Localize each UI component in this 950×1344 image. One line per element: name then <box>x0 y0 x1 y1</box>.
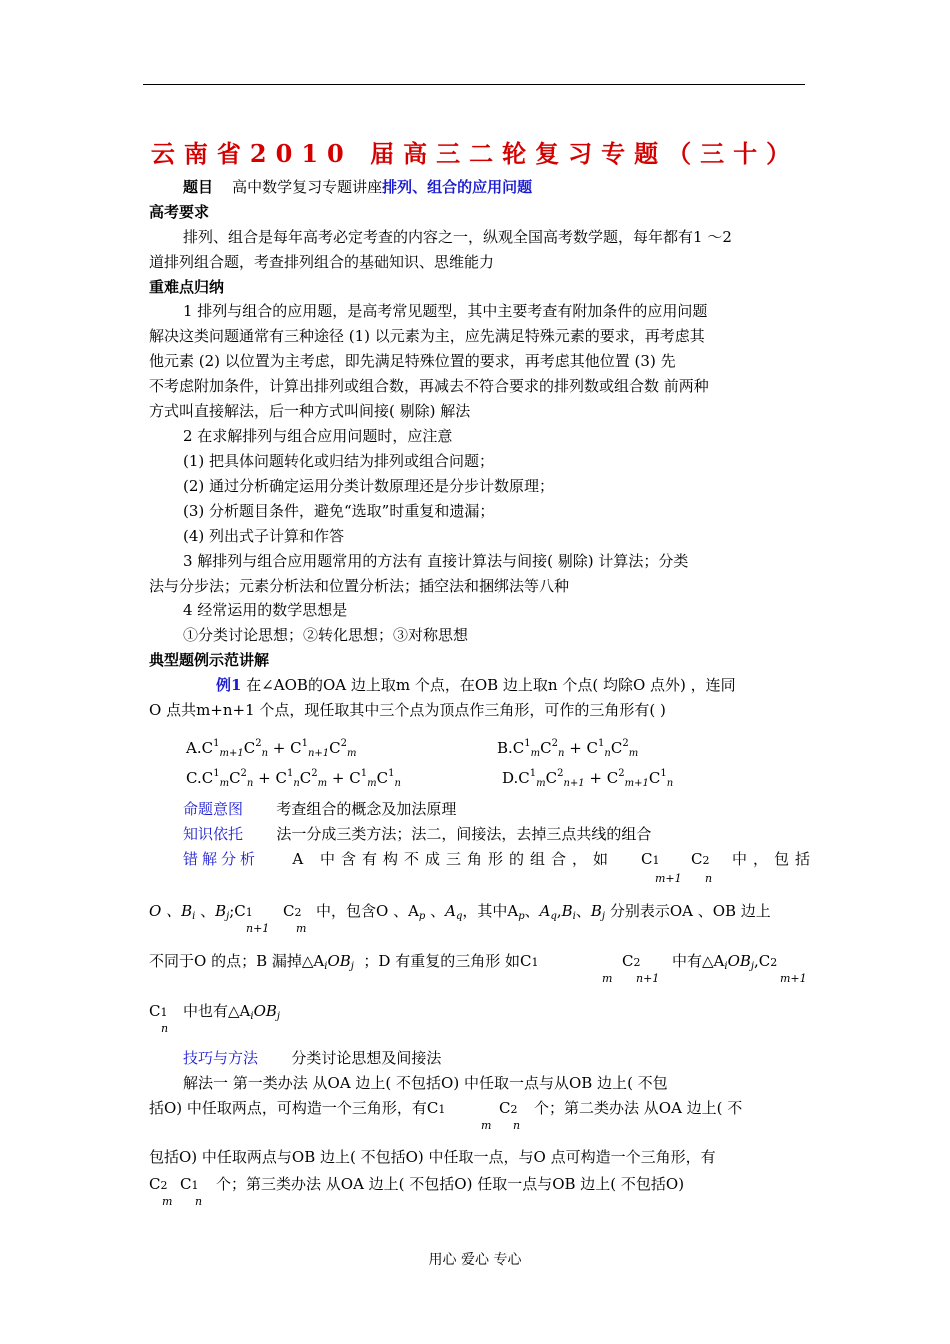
error-line2-rest: 中，包含O 、$A_p$ 、$A_q$，其中$A_p$、$A_q,B_i$、$B_j$ 分别表示OA 、OB 边上 <box>316 902 771 922</box>
solution-line2: 括O) 中任取两点，可构造一个三角形，有C1 <box>149 1099 446 1117</box>
header-rule <box>143 84 805 85</box>
text: 不同于O 的点；B 漏掉△A <box>149 952 325 970</box>
error-line2: O 、$B_i$ 、$B_j;C1$ <box>149 902 253 922</box>
combo: C2 <box>283 902 302 920</box>
section-heading-examples: 典型题例示范讲解 <box>149 651 270 669</box>
skill-label: 技巧与方法 <box>183 1049 259 1067</box>
topic-label: 题目 <box>183 178 214 196</box>
subscript: n+1 <box>636 972 660 985</box>
paragraph: 道排列组合题，考查排列组合的基础知识、思维能力 <box>149 253 495 271</box>
basis-line <box>183 823 843 845</box>
paragraph: 法与分步法；元素分析法和位置分析法；插空法和捆绑法等八种 <box>149 577 570 595</box>
option-letter: C. <box>186 769 202 787</box>
solution-line4-rest: 个；第三类办法 从OA 边上( 不包括O) 任取一点与OB 边上( 不包括O) <box>216 1175 685 1193</box>
subscript: m <box>162 1195 173 1208</box>
option-a: $A.C^1_{m+1}C^2_n + C^1_{n+1}C^2_m$ <box>186 738 357 759</box>
solution-line3: 包括O) 中任取两点与OB 边上( 不包括O) 中任取一点，与O 点可构造一个三角形，有 <box>149 1148 716 1166</box>
option-letter: B. <box>497 739 513 757</box>
error-line3: 不同于O 的点；B 漏掉$\triangle A_iOB_j$ ；D 有重复的三角形 如C1 <box>149 952 539 972</box>
paragraph: 排列、组合是每年高考必定考查的内容之一，纵观全国高考数学题，每年都有1 ～2 <box>183 228 732 246</box>
paragraph: 不考虑附加条件，计算出排列或组合数，再减去不符合要求的排列数或组合数 前两种 <box>149 377 709 395</box>
list-item: (4) 列出式子计算和作答 <box>183 527 345 545</box>
error-line3-rest: 中有$\triangle A_iOB_j,C2$ <box>672 952 778 972</box>
subscript: n <box>161 1022 169 1035</box>
subscript: m <box>602 972 613 985</box>
text: 中，包含O 、A <box>316 902 419 920</box>
error-line4: 中也有$\triangle A_iOB_j$ <box>183 1002 281 1022</box>
paragraph: 2 在求解排列与组合应用问题时，应注意 <box>183 427 453 445</box>
subscript: m+1 <box>780 972 807 985</box>
error-label: 错解分析 <box>183 850 260 868</box>
paragraph: 3 解排列与组合应用题常用的方法有 直接计算法与间接( 剔除) 计算法；分类 <box>183 552 689 570</box>
topic-highlight: 排列、组合的应用问题 <box>382 178 533 196</box>
text: 分别表示OA 、OB 边上 <box>609 902 771 920</box>
list-item: (2) 通过分析确定运用分类计数原理还是分步计数原理； <box>183 477 555 495</box>
subscript: n <box>705 872 713 885</box>
subscript: n <box>513 1119 521 1132</box>
paragraph: 他元素 (2) 以位置为主考虑，即先满足特殊位置的要求，再考虑其他位置 (3) 先 <box>149 352 676 370</box>
solution-line2-rest: 个；第二类办法 从OA 边上( 不 <box>534 1099 743 1117</box>
subscript: m+1 <box>655 872 682 885</box>
intent-label: 命题意图 <box>183 800 244 818</box>
subscript: n <box>195 1195 203 1208</box>
subscript: m <box>296 922 307 935</box>
option-letter: D. <box>502 769 519 787</box>
error-text-end: 中，包括 <box>732 850 817 868</box>
solution-line1: 解法一 第一类办法 从OA 边上( 不包括O) 中任取一点与从OB 边上( 不包 <box>183 1074 668 1092</box>
paragraph: 方式叫直接解法，后一种方式叫间接( 剔除) 解法 <box>149 402 471 420</box>
paragraph: 4 经常运用的数学思想是 <box>183 601 348 619</box>
text: 中有△A <box>672 952 725 970</box>
combo: C2 <box>622 952 641 970</box>
paragraph: 1 排列与组合的应用题，是高考常见题型，其中主要考查有附加条件的应用问题 <box>183 302 708 320</box>
text: O 、B <box>149 902 193 920</box>
list-item: (1) 把具体问题转化或归结为排列或组合问题； <box>183 452 495 470</box>
list-item: (3) 分析题目条件，避免“选取”时重复和遗漏； <box>183 502 495 520</box>
topic-line <box>183 176 843 198</box>
text: ，其中A <box>462 902 519 920</box>
option-b: $B.C^1_mC^2_n + C^1_nC^2_m$ <box>497 738 639 759</box>
text: 中也有△A <box>183 1002 251 1020</box>
example-1-line1 <box>216 674 876 696</box>
section-heading-key: 重难点归纳 <box>149 278 225 296</box>
example-text: 在∠AOB的OA 边上取m 个点，在OB 边上取n 个点( 均除O 点外) ，连同 <box>246 676 736 694</box>
subscript: n+1 <box>246 922 270 935</box>
text: ；D 有重复的三角形 如C <box>363 952 532 970</box>
basis-label: 知识依托 <box>183 825 244 843</box>
paragraph: 解决这类问题通常有三种途径 (1) 以元素为主，应先满足特殊元素的要求，再考虑其 <box>149 327 705 345</box>
text: 括O) 中任取两点，可构造一个三角形，有C <box>149 1099 439 1117</box>
combo: C2 <box>499 1099 518 1117</box>
combo-c-m1: C1 <box>641 850 660 868</box>
combo: C1 <box>149 1002 168 1020</box>
example-1-line2: O 点共m+n+1 个点，现任取其中三个点为顶点作三角形，可作的三角形有( ) <box>149 701 666 719</box>
subscript: m <box>481 1119 492 1132</box>
option-c: $C.C^1_mC^2_n + C^1_nC^2_m + C^1_mC^1_n$ <box>186 768 401 789</box>
combo: C1 <box>180 1175 199 1193</box>
combo: C2 <box>149 1175 168 1193</box>
option-letter: A. <box>186 739 202 757</box>
option-d: $D.C^1_mC^2_{n+1} + C^2_{m+1}C^1_n$ <box>502 768 674 789</box>
skill-line <box>183 1047 843 1069</box>
example-label: 例1 <box>216 676 242 694</box>
combo-c-n2: C2 <box>691 850 710 868</box>
error-text: A 中含有构不成三角形的组合，如 <box>292 850 615 868</box>
page-title: 云南省2010 届高三二轮复习专题（三十） <box>150 139 800 168</box>
text: C <box>149 1175 161 1193</box>
intent-line <box>183 798 843 820</box>
page-footer: 用心 爱心 专心 <box>428 1252 522 1268</box>
section-heading-req: 高考要求 <box>149 203 210 221</box>
paragraph: ①分类讨论思想；②转化思想；③对称思想 <box>183 626 469 644</box>
topic-prefix: 高中数学复习专题讲座 <box>232 178 383 196</box>
intent-text: 考查组合的概念及加法原理 <box>276 800 457 818</box>
skill-text: 分类讨论思想及间接法 <box>291 1049 442 1067</box>
basis-text: 法一分成三类方法；法二，间接法，去掉三点共线的组合 <box>276 825 652 843</box>
